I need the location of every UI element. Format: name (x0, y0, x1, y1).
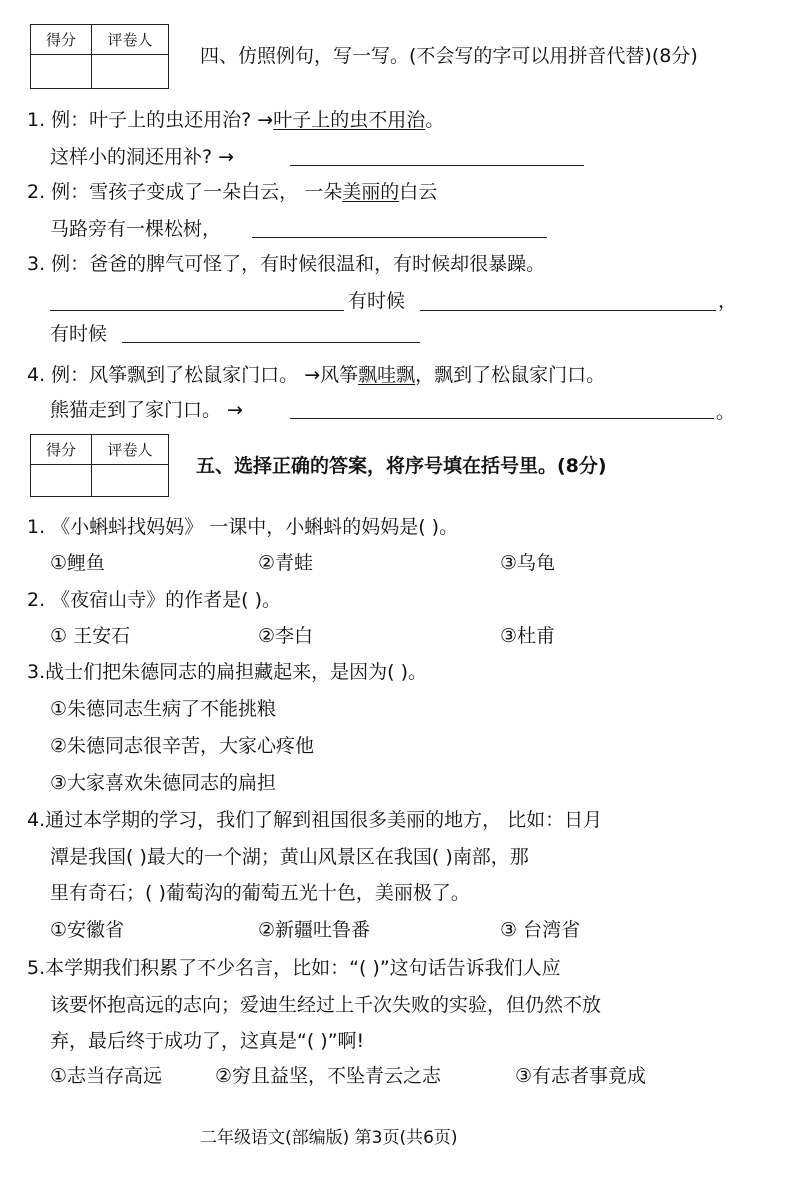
s5-q5-line1: 5.本学期我们积累了不少名言，比如：“( )”这句话告诉我们人应 (27, 957, 561, 979)
s5-q2-option-3: ③杜甫 (500, 625, 556, 647)
s5-q3-option-3: ③大家喜欢朱德同志的扁担 (50, 772, 277, 794)
score-cell[interactable] (31, 465, 92, 497)
s5-q1-option-1: ①鲤鱼 (50, 552, 106, 574)
section4-heading: 四、仿照例句，写一写。(不会写的字可以用拼音代替)(8分) (200, 45, 698, 67)
s4-q1-task: 这样小的洞还用补? → (50, 146, 235, 168)
s5-q2-option-1: ① 王安石 (50, 625, 131, 647)
s5-q4-line3: 里有奇石；( )葡萄沟的葡萄五光十色，美丽极了。 (50, 882, 470, 904)
s4-q4-task: 熊猫走到了家门口。 → (50, 399, 243, 421)
s4-q4-period: 。 (716, 401, 736, 423)
s4-q2-answer-line[interactable] (252, 237, 547, 238)
s5-q4-line1: 4.通过本学期的学习，我们了解到祖国很多美丽的地方， 比如：日月 (27, 809, 603, 831)
s5-q4-option-1: ①安徽省 (50, 919, 125, 941)
s4-q3-line2-label: 有时候 (50, 323, 108, 345)
s4-q1-answer-line[interactable] (290, 165, 584, 166)
s5-q5-option-2: ②穷且益坚，不坠青云之志 (215, 1065, 442, 1087)
s5-q3-option-2: ②朱德同志很辛苦，大家心疼他 (50, 735, 315, 757)
score-cell[interactable] (31, 55, 92, 89)
s5-q5-option-3: ③有志者事竟成 (515, 1065, 647, 1087)
s4-q3-example: 3. 例：爸爸的脾气可怪了，有时候很温和，有时候却很暴躁。 (27, 253, 546, 275)
s4-q2-task: 马路旁有一棵松树， (50, 218, 222, 240)
s4-q1-example: 1. 例：叶子上的虫还用治? →叶子上的虫不用治。 (27, 109, 445, 131)
s5-q5-option-1: ①志当存高远 (50, 1065, 163, 1087)
s4-q3-answer-line-2[interactable] (420, 310, 716, 311)
grader-header: 评卷人 (92, 435, 169, 465)
score-header: 得分 (31, 435, 92, 465)
s4-q2-example: 2. 例：雪孩子变成了一朵白云， 一朵美丽的白云 (27, 181, 438, 203)
score-box-1 (30, 24, 169, 89)
s5-q4-option-3: ③ 台湾省 (500, 919, 581, 941)
s5-q5-line2: 该要怀抱高远的志向；爱迪生经过上千次失败的实验，但仍然不放 (50, 994, 602, 1016)
s5-q5-line3: 弃，最后终于成功了，这真是“( )”啊! (50, 1030, 365, 1052)
section5-heading: 五、选择正确的答案，将序号填在括号里。(8分) (196, 455, 607, 477)
s5-q2-stem: 2. 《夜宿山寺》的作者是( )。 (27, 589, 282, 611)
s5-q3-option-1: ①朱德同志生病了不能挑粮 (50, 698, 277, 720)
score-box-2 (30, 434, 169, 497)
s5-q1-option-2: ②青蛙 (258, 552, 314, 574)
grader-header: 评卷人 (92, 25, 169, 55)
s5-q2-option-2: ②李白 (258, 625, 314, 647)
s5-q4-line2: 潭是我国( )最大的一个湖；黄山风景区在我国( )南部，那 (50, 846, 529, 868)
grader-cell[interactable] (92, 55, 169, 89)
s4-q4-example: 4. 例：风筝飘到了松鼠家门口。 →风筝飘哇飘，飘到了松鼠家门口。 (27, 364, 606, 386)
grader-cell[interactable] (92, 465, 169, 497)
s4-q3-answer-line-3[interactable] (122, 342, 420, 343)
s4-q4-answer-line[interactable] (290, 418, 714, 419)
s5-q1-option-3: ③乌龟 (500, 552, 556, 574)
s5-q4-option-2: ②新疆吐鲁番 (258, 919, 371, 941)
s5-q1-stem: 1. 《小蝌蚪找妈妈》 一课中，小蝌蚪的妈妈是( )。 (27, 516, 459, 538)
s5-q3-stem: 3.战士们把朱德同志的扁担藏起来，是因为( )。 (27, 661, 427, 683)
score-header: 得分 (31, 25, 92, 55)
page-footer: 二年级语文(部编版) 第3页(共6页) (200, 1128, 458, 1148)
s4-q3-answer-line-1[interactable] (50, 310, 344, 311)
s4-q3-comma: ， (718, 290, 738, 312)
s4-q3-mid-label: 有时候 (348, 290, 406, 312)
